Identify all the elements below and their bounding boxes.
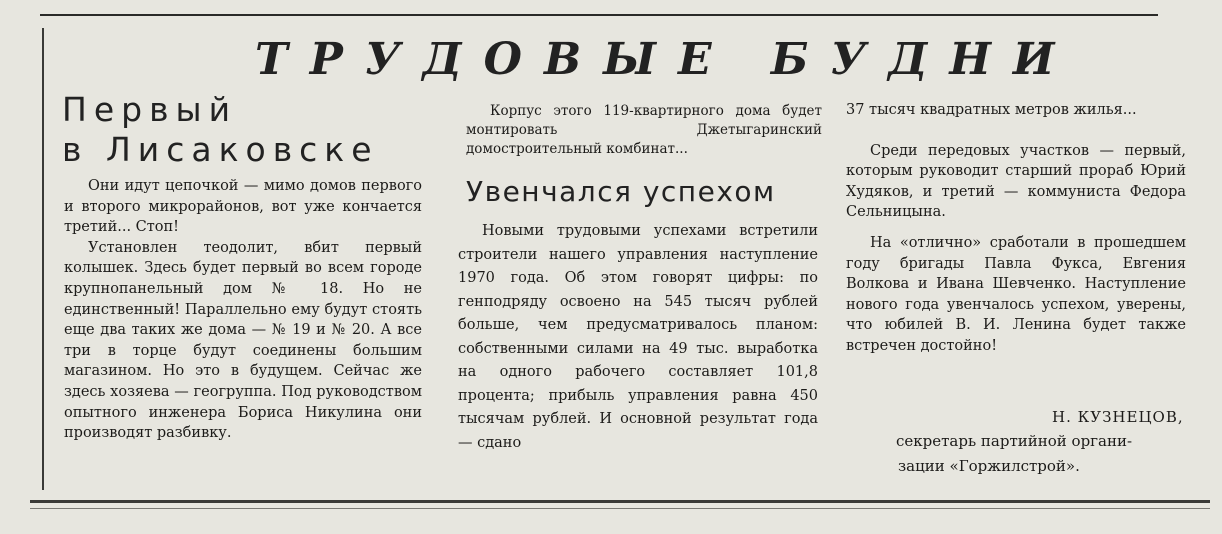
signature-name: Н. КУЗНЕЦОВ, bbox=[1052, 408, 1184, 426]
left-rule bbox=[42, 28, 44, 490]
article1-title-line2: в Лисаковске bbox=[62, 130, 379, 169]
article1-continuation bbox=[466, 102, 822, 159]
article1-continuation-text: Корпус этого 119-квартирного дома будет монтировать Джетыгаринский домостроительный комбинат... bbox=[466, 103, 822, 157]
article1-column bbox=[64, 176, 422, 444]
section-header: ТРУДОВЫЕ БУДНИ bbox=[255, 34, 1077, 85]
bottom-rule-thin bbox=[30, 508, 1210, 509]
article2-column-2 bbox=[846, 100, 1186, 357]
article2-paragraph: 37 тысяч квадратных метров жилья... bbox=[846, 102, 1137, 118]
article2-paragraph: На «отлично» сработали в прошедшем году бригады Павла Фукса, Евгения Волкова и Ивана Шевченко. Наступление нового года увенчалось успехом, уверены, что юбилей В. И. Ленина будет также встречен достойно! bbox=[846, 234, 1186, 354]
article1-title bbox=[62, 90, 379, 170]
article1-paragraph: Установлен теодолит, вбит первый колышек. Здесь будет первый во всем городе крупнопанельный дом № 18. Но не единственный! Параллельно ему будут стоять еще два таких же дома — № 19 и № 20. А все три в торце будут соединены большим магазином. Но это в будущем. Сейчас же здесь хозяева — геогруппа. Под руководством опытного инженера Бориса Никулина они производят разбивку. bbox=[64, 239, 422, 442]
bottom-rule bbox=[30, 500, 1210, 503]
article1-title-line1: Первый bbox=[62, 90, 238, 129]
article2-paragraph: Среди передовых участков — первый, которым руководит старший прораб Юрий Худяков, и третий — коммуниста Федора Сельницына. bbox=[846, 142, 1186, 221]
article2-column-1 bbox=[458, 220, 818, 455]
article1-paragraph: Они идут цепочкой — мимо домов первого и второго микрорайонов, вот уже кончается третий... Стоп! bbox=[64, 178, 422, 236]
top-rule bbox=[40, 14, 1158, 16]
signature-title-line1: секретарь партийной органи- bbox=[896, 432, 1133, 450]
signature-title-line2: зации «Горжилстрой». bbox=[898, 457, 1080, 475]
article2-title: Увенчался успехом bbox=[466, 175, 776, 208]
article2-paragraph: Новыми трудовыми успехами встретили строители нашего управления наступление 1970 года. Об этом говорят цифры: по генподряду освоено на 545 тысяч рублей больше, чем предусматривалось планом: собственными силами на 49 тыс. выработка на одного рабочего составляет 101,8 процента; прибыль управления равна 450 тысячам рублей. И основной результат года — сдано bbox=[458, 223, 818, 451]
